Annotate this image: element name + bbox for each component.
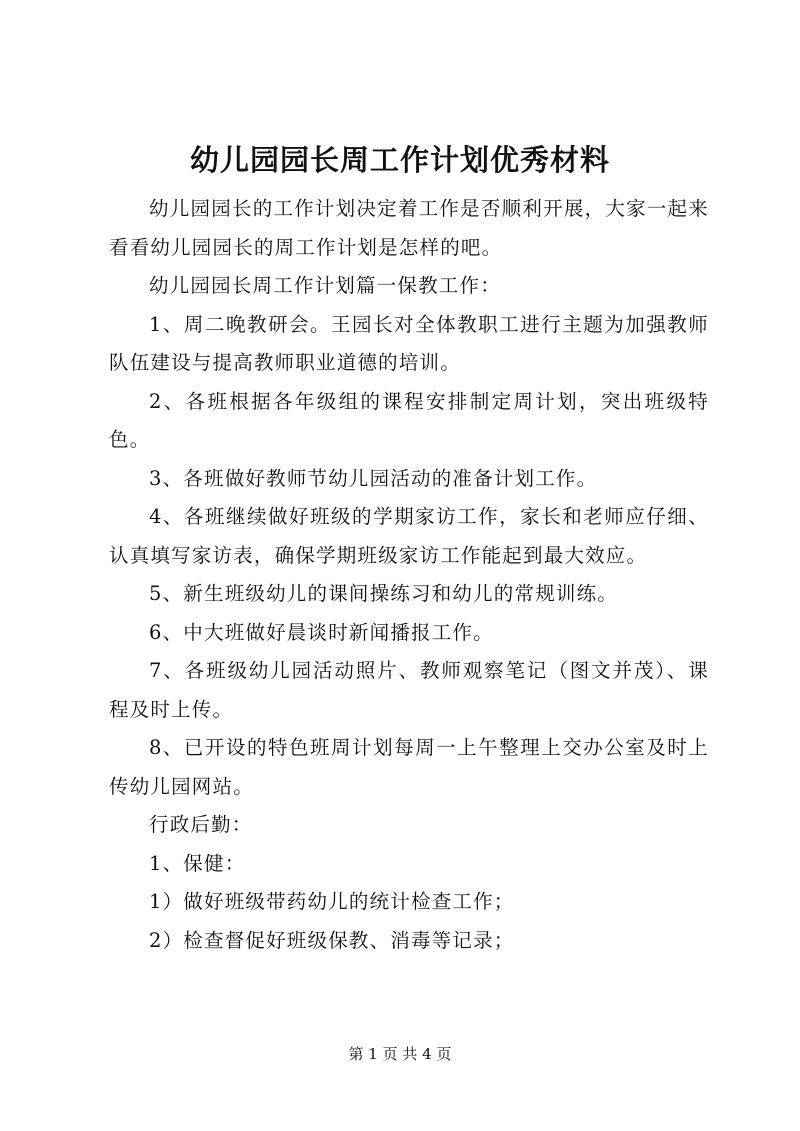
paragraph-item-8: 8、已开设的特色班周计划每周一上午整理上交办公室及时上传幼儿园网站。 [109, 736, 709, 798]
paragraph-health-item-2: 2）检查督促好班级保教、消毒等记录； [149, 928, 515, 952]
paragraph-item-1: 1、周二晚教研会。王园长对全体教职工进行主题为加强教师队伍建设与提高教师职业道德的培训。 [109, 312, 709, 374]
paragraph-section-heading: 幼儿园园长周工作计划篇一保教工作： [149, 274, 501, 297]
paragraph-item-2: 2、各班根据各年级组的课程安排制定周计划，突出班级特色。 [109, 389, 709, 451]
paragraph-item-4: 4、各班继续做好班级的学期家访工作，家长和老师应仔细、认真填写家访表，确保学期班级家访工作能起到最大效应。 [109, 505, 709, 567]
paragraph-health-item-1: 1）做好班级带药幼儿的统计检查工作； [149, 890, 515, 913]
paragraph-item-3: 3、各班做好教师节幼儿园活动的准备计划工作。 [149, 466, 598, 490]
document-title: 幼儿园园长周工作计划优秀材料 [189, 143, 610, 177]
paragraph-item-7: 7、各班级幼儿园活动照片、教师观察笔记（图文并茂）、课程及时上传。 [109, 659, 709, 721]
paragraph-item-5: 5、新生班级幼儿的课间操练习和幼儿的常规训练。 [149, 582, 619, 605]
paragraph-intro: 幼儿园园长的工作计划决定着工作是否顺利开展，大家一起来看看幼儿园园长的周工作计划是怎样的吧。 [109, 197, 709, 259]
page-number-footer: 第 1 页 共 4 页 [348, 1045, 452, 1063]
paragraph-admin-heading: 行政后勤： [149, 813, 253, 836]
paragraph-item-6: 6、中大班做好晨谈时新闻播报工作。 [149, 620, 494, 644]
document-body [109, 190, 709, 960]
paragraph-health-heading: 1、保健： [149, 851, 246, 875]
